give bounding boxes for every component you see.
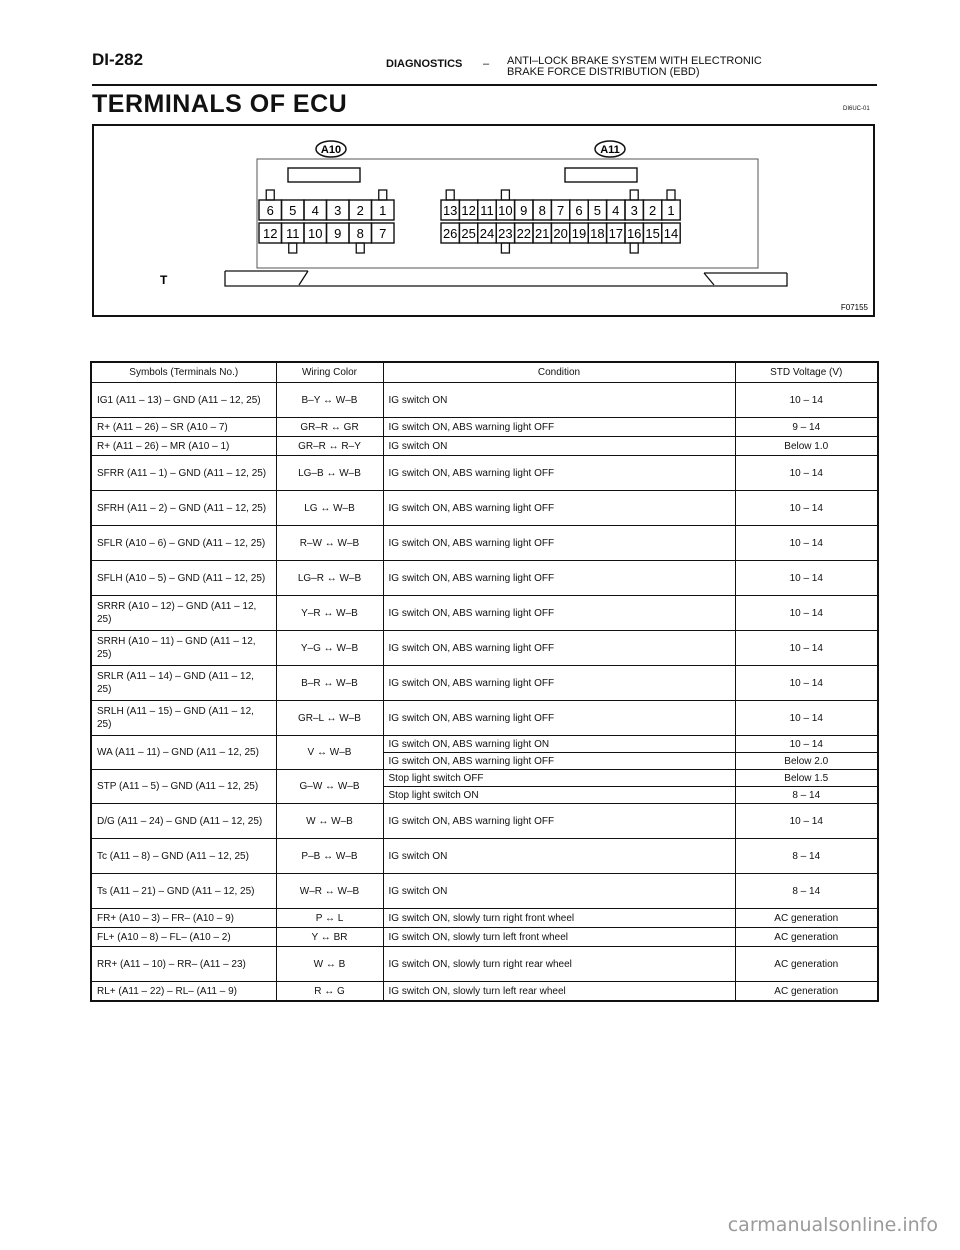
table-row: [91, 437, 878, 456]
table-header-row: [91, 362, 878, 383]
watermark: carmanualsonline.info: [727, 1214, 938, 1236]
table-row: [91, 526, 878, 561]
std-voltage: AC generation: [735, 928, 878, 947]
std-voltage: Below 1.5: [735, 770, 878, 787]
a10-label: A10: [320, 144, 342, 156]
terminal-symbol: SRRH (A10 – 11) – GND (A11 – 12, 25): [91, 631, 276, 666]
std-voltage: 10 – 14: [735, 491, 878, 526]
std-voltage: AC generation: [735, 909, 878, 928]
condition: IG switch ON, ABS warning light OFF: [383, 491, 735, 526]
condition: IG switch ON, slowly turn right front wheel: [383, 909, 735, 928]
figure-id: F07155: [840, 303, 868, 312]
a11-pin-number: 16: [626, 226, 642, 241]
std-voltage: 10 – 14: [735, 596, 878, 631]
terminal-symbol: D/G (A11 – 24) – GND (A11 – 12, 25): [91, 804, 276, 839]
column-header-symbols: Symbols (Terminals No.): [91, 362, 276, 383]
a11-pin-number: 5: [593, 203, 602, 218]
std-voltage: 10 – 14: [735, 561, 878, 596]
std-voltage: 8 – 14: [735, 839, 878, 874]
table-row: [91, 456, 878, 491]
terminal-symbol: SFRH (A11 – 2) – GND (A11 – 12, 25): [91, 491, 276, 526]
header-title-line-2: BRAKE FORCE DISTRIBUTION (EBD): [507, 66, 700, 78]
condition: IG switch ON, ABS warning light OFF: [383, 804, 735, 839]
table-row: [91, 982, 878, 1002]
a11-pin-number: 19: [571, 226, 587, 241]
std-voltage: 8 – 14: [735, 874, 878, 909]
wiring-color: R ↔ G: [276, 982, 383, 1002]
std-voltage: 10 – 14: [735, 736, 878, 753]
a11-pin-number: 11: [480, 203, 494, 218]
a10-pin-number: 1: [379, 203, 387, 218]
condition: IG switch ON: [383, 383, 735, 418]
a11-pin-number: 22: [516, 226, 532, 241]
a10-pin-number: 11: [286, 226, 300, 241]
a11-pin-number: 15: [645, 226, 660, 241]
a10-pin-number: 4: [311, 203, 319, 218]
a11-pin-number: 6: [575, 203, 583, 218]
a11-lock-tab: [565, 168, 637, 182]
t-bracket: [225, 271, 787, 286]
std-voltage: AC generation: [735, 947, 878, 982]
terminal-symbol: SFLH (A10 – 5) – GND (A11 – 12, 25): [91, 561, 276, 596]
a10-top-key: [266, 190, 274, 200]
condition: IG switch ON, ABS warning light OFF: [383, 666, 735, 701]
std-voltage: 10 – 14: [735, 383, 878, 418]
a11-pin-number: 25: [461, 226, 476, 241]
a10-pin-grid: [259, 190, 394, 253]
a11-label: A11: [600, 144, 620, 156]
terminal-symbol: Ts (A11 – 21) – GND (A11 – 12, 25): [91, 874, 276, 909]
std-voltage: 10 – 14: [735, 666, 878, 701]
condition: IG switch ON, ABS warning light OFF: [383, 701, 735, 736]
table-row: [91, 666, 878, 701]
condition: IG switch ON, slowly turn left front wheel: [383, 928, 735, 947]
column-header-voltage: STD Voltage (V): [735, 362, 878, 383]
a11-pin-number: 23: [498, 226, 513, 241]
table-row: [91, 418, 878, 437]
a11-pin-number: 21: [534, 226, 550, 241]
table-row: [91, 874, 878, 909]
condition: IG switch ON: [383, 839, 735, 874]
terminal-symbol: WA (A11 – 11) – GND (A11 – 12, 25): [91, 736, 276, 770]
a10-pin-number: 3: [334, 203, 342, 218]
terminal-symbol: SFRR (A11 – 1) – GND (A11 – 12, 25): [91, 456, 276, 491]
table-row: [91, 736, 878, 753]
wiring-color: B–Y ↔ W–B: [276, 383, 383, 418]
std-voltage: 10 – 14: [735, 526, 878, 561]
a11-top-key: [446, 190, 454, 200]
std-voltage: 10 – 14: [735, 631, 878, 666]
a11-pin-number: 26: [442, 226, 458, 241]
table-row: [91, 947, 878, 982]
t-bracket-left-slope: [299, 271, 308, 285]
terminal-symbol: FR+ (A10 – 3) – FR– (A10 – 9): [91, 909, 276, 928]
condition: IG switch ON, ABS warning light OFF: [383, 631, 735, 666]
a11-pin-grid: [441, 190, 680, 253]
header-dash: –: [483, 58, 490, 70]
table-row: [91, 561, 878, 596]
a10-pin-number: 12: [263, 226, 278, 241]
wiring-color: W–R ↔ W–B: [276, 874, 383, 909]
table-row: [91, 839, 878, 874]
a11-bottom-key: [501, 243, 509, 253]
condition: IG switch ON, ABS warning light OFF: [383, 418, 735, 437]
a11-pin-number: 13: [442, 203, 458, 218]
terminal-symbol: R+ (A11 – 26) – MR (A10 – 1): [91, 437, 276, 456]
a11-pin-number: 12: [461, 203, 476, 218]
wiring-color: LG ↔ W–B: [276, 491, 383, 526]
ecu-connector-diagram: [92, 124, 875, 317]
terminal-symbol: RR+ (A11 – 10) – RR– (A11 – 23): [91, 947, 276, 982]
a11-pin-number: 18: [590, 226, 605, 241]
condition: IG switch ON, ABS warning light OFF: [383, 596, 735, 631]
header-rule: [92, 84, 877, 86]
wiring-color: B–R ↔ W–B: [276, 666, 383, 701]
a11-top-key: [630, 190, 638, 200]
a10-pin-number: 2: [356, 203, 364, 218]
wiring-color: LG–B ↔ W–B: [276, 456, 383, 491]
column-header-condition: Condition: [383, 362, 735, 383]
terminal-symbol: SFLR (A10 – 6) – GND (A11 – 12, 25): [91, 526, 276, 561]
condition: Stop light switch OFF: [383, 770, 735, 787]
a11-pin-number: 3: [630, 203, 638, 218]
table-row: [91, 909, 878, 928]
a10-pin-number: 6: [266, 203, 274, 218]
std-voltage: 8 – 14: [735, 787, 878, 804]
terminal-table: [90, 361, 879, 1002]
a10-lock-tab: [288, 168, 360, 182]
connector-drawing: [94, 126, 873, 315]
std-voltage: 9 – 14: [735, 418, 878, 437]
condition: IG switch ON, ABS warning light OFF: [383, 456, 735, 491]
wiring-color: GR–R ↔ GR: [276, 418, 383, 437]
wiring-color: Y–G ↔ W–B: [276, 631, 383, 666]
document-code: DI6UC-01: [843, 106, 870, 112]
terminal-symbol: STP (A11 – 5) – GND (A11 – 12, 25): [91, 770, 276, 804]
wiring-color: Y ↔ BR: [276, 928, 383, 947]
wiring-color: G–W ↔ W–B: [276, 770, 383, 804]
column-header-wiring: Wiring Color: [276, 362, 383, 383]
a11-pin-number: 9: [520, 203, 528, 218]
a11-pin-number: 20: [553, 226, 568, 241]
a10-bottom-key: [289, 243, 297, 253]
a11-pin-number: 2: [648, 203, 657, 218]
wiring-color: P–B ↔ W–B: [276, 839, 383, 874]
a11-pin-number: 1: [667, 203, 675, 218]
table-row: [91, 383, 878, 418]
condition: IG switch ON: [383, 874, 735, 909]
std-voltage: 10 – 14: [735, 701, 878, 736]
std-voltage: Below 1.0: [735, 437, 878, 456]
terminal-symbol: SRRR (A10 – 12) – GND (A11 – 12, 25): [91, 596, 276, 631]
condition: IG switch ON, slowly turn left rear wheel: [383, 982, 735, 1002]
a10-pin-number: 8: [356, 226, 364, 241]
wiring-color: R–W ↔ W–B: [276, 526, 383, 561]
a10-pin-number: 7: [379, 226, 387, 241]
condition: IG switch ON, slowly turn right rear wheel: [383, 947, 735, 982]
table-row: [91, 631, 878, 666]
table-row: [91, 928, 878, 947]
a11-top-key: [667, 190, 675, 200]
header-title: [507, 56, 762, 78]
table-row: [91, 596, 878, 631]
terminal-symbol: FL+ (A10 – 8) – FL– (A10 – 2): [91, 928, 276, 947]
terminal-symbol: R+ (A11 – 26) – SR (A10 – 7): [91, 418, 276, 437]
condition: IG switch ON: [383, 437, 735, 456]
t-bracket-right-slope: [704, 273, 714, 285]
terminal-symbol: SRLR (A11 – 14) – GND (A11 – 12, 25): [91, 666, 276, 701]
terminal-symbol: IG1 (A11 – 13) – GND (A11 – 12, 25): [91, 383, 276, 418]
a10-pin-number: 9: [334, 226, 342, 241]
a11-pin-number: 17: [608, 226, 624, 241]
wiring-color: LG–R ↔ W–B: [276, 561, 383, 596]
wiring-color: Y–R ↔ W–B: [276, 596, 383, 631]
wiring-color: GR–L ↔ W–B: [276, 701, 383, 736]
wiring-color: V ↔ W–B: [276, 736, 383, 770]
condition: IG switch ON, ABS warning light ON: [383, 736, 735, 753]
wiring-color: W ↔ B: [276, 947, 383, 982]
a11-pin-number: 4: [612, 203, 620, 218]
t-label: T: [160, 273, 168, 287]
condition: IG switch ON, ABS warning light OFF: [383, 561, 735, 596]
a11-pin-number: 8: [538, 203, 546, 218]
section-label: DIAGNOSTICS: [386, 58, 463, 70]
condition: IG switch ON, ABS warning light OFF: [383, 753, 735, 770]
table-row: [91, 804, 878, 839]
header-title-line-1: ANTI–LOCK BRAKE SYSTEM WITH ELECTRONIC: [507, 55, 762, 67]
std-voltage: Below 2.0: [735, 753, 878, 770]
a11-pin-number: 14: [663, 226, 679, 241]
a10-bottom-key: [356, 243, 364, 253]
terminal-symbol: Tc (A11 – 8) – GND (A11 – 12, 25): [91, 839, 276, 874]
a11-pin-number: 24: [479, 226, 495, 241]
condition: Stop light switch ON: [383, 787, 735, 804]
std-voltage: 10 – 14: [735, 456, 878, 491]
table-row: [91, 770, 878, 787]
page-title: TERMINALS OF ECU: [92, 90, 348, 118]
terminal-symbol: RL+ (A11 – 22) – RL– (A11 – 9): [91, 982, 276, 1002]
table-row: [91, 701, 878, 736]
a10-pin-number: 5: [289, 203, 297, 218]
wiring-color: P ↔ L: [276, 909, 383, 928]
a11-bottom-key: [630, 243, 638, 253]
page-number: DI-282: [92, 50, 144, 69]
condition: IG switch ON, ABS warning light OFF: [383, 526, 735, 561]
terminal-symbol: SRLH (A11 – 15) – GND (A11 – 12, 25): [91, 701, 276, 736]
std-voltage: AC generation: [735, 982, 878, 1002]
a11-top-key: [501, 190, 509, 200]
std-voltage: 10 – 14: [735, 804, 878, 839]
a11-pin-number: 7: [556, 203, 565, 218]
a10-pin-number: 10: [308, 226, 323, 241]
wiring-color: GR–R ↔ R–Y: [276, 437, 383, 456]
a11-pin-number: 10: [498, 203, 513, 218]
wiring-color: W ↔ W–B: [276, 804, 383, 839]
table-row: [91, 491, 878, 526]
a10-top-key: [379, 190, 387, 200]
